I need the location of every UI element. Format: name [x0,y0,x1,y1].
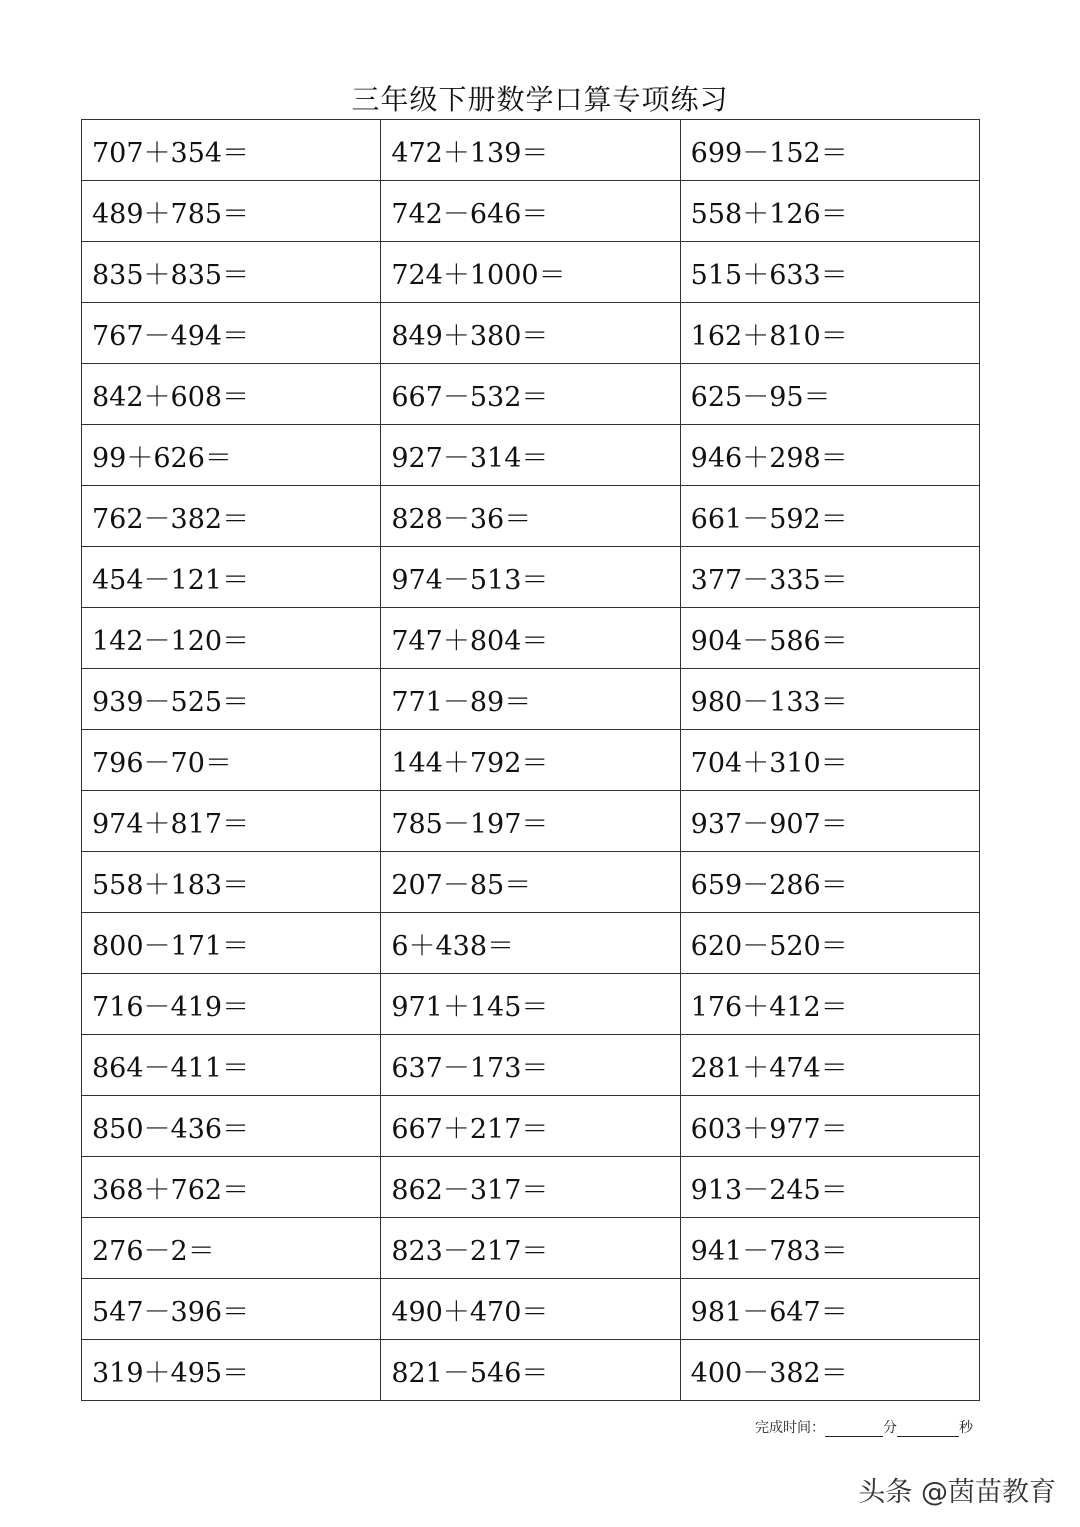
problem-cell: 667＋217＝ [381,1096,680,1157]
problem-cell: 939－525＝ [82,669,381,730]
problem-cell: 319＋495＝ [82,1340,381,1401]
problem-cell: 6＋438＝ [381,913,680,974]
problem-cell: 281＋474＝ [680,1035,979,1096]
problem-cell: 981－647＝ [680,1279,979,1340]
problem-cell: 724＋1000＝ [381,242,680,303]
problem-cell: 823－217＝ [381,1218,680,1279]
problem-cell: 489＋785＝ [82,181,381,242]
problem-cell: 937－907＝ [680,791,979,852]
seconds-unit: 秒 [959,1420,973,1436]
problem-cell: 862－317＝ [381,1157,680,1218]
problem-cell: 547－396＝ [82,1279,381,1340]
problem-cell: 699－152＝ [680,120,979,181]
problem-cell: 661－592＝ [680,486,979,547]
problem-cell: 971＋145＝ [381,974,680,1035]
table-row [82,1157,980,1218]
problem-cell: 162＋810＝ [680,303,979,364]
problem-cell: 821－546＝ [381,1340,680,1401]
problem-cell: 762－382＝ [82,486,381,547]
problem-cell: 946＋298＝ [680,425,979,486]
completion-time-label: 完成时间： [755,1420,825,1436]
table-row [82,669,980,730]
problem-cell: 800－171＝ [82,913,381,974]
problem-cell: 941－783＝ [680,1218,979,1279]
problem-cell: 472＋139＝ [381,120,680,181]
table-row [82,730,980,791]
problem-cell: 927－314＝ [381,425,680,486]
problem-cell: 716－419＝ [82,974,381,1035]
problem-cell: 771－89＝ [381,669,680,730]
problem-cell: 980－133＝ [680,669,979,730]
problem-cell: 704＋310＝ [680,730,979,791]
problem-cell: 558＋183＝ [82,852,381,913]
table-row [82,791,980,852]
completion-time [755,1417,973,1437]
problem-cell: 796－70＝ [82,730,381,791]
problem-cell: 144＋792＝ [381,730,680,791]
problem-cell: 785－197＝ [381,791,680,852]
table-row [82,608,980,669]
table-row [82,486,980,547]
minutes-blank[interactable] [825,1424,883,1437]
problem-cell: 659－286＝ [680,852,979,913]
table-row [82,425,980,486]
problem-cell: 974－513＝ [381,547,680,608]
problem-cell: 625－95＝ [680,364,979,425]
table-row [82,303,980,364]
problem-cell: 207－85＝ [381,852,680,913]
problem-cell: 742－646＝ [381,181,680,242]
problem-cell: 637－173＝ [381,1035,680,1096]
problem-cell: 835＋835＝ [82,242,381,303]
problem-cell: 400－382＝ [680,1340,979,1401]
table-row [82,852,980,913]
problem-cell: 850－436＝ [82,1096,381,1157]
minutes-unit: 分 [883,1420,897,1436]
table-row [82,974,980,1035]
problem-cell: 904－586＝ [680,608,979,669]
watermark: 头条 @茵苗教育 [858,1477,1056,1508]
problem-cell: 864－411＝ [82,1035,381,1096]
table-row [82,364,980,425]
problem-cell: 368＋762＝ [82,1157,381,1218]
seconds-blank[interactable] [897,1424,959,1437]
problem-cell: 454－121＝ [82,547,381,608]
problem-cell: 767－494＝ [82,303,381,364]
exercise-table-body [82,120,980,1401]
problem-cell: 842＋608＝ [82,364,381,425]
problem-cell: 620－520＝ [680,913,979,974]
table-row [82,1035,980,1096]
table-row [82,1340,980,1401]
problem-cell: 377－335＝ [680,547,979,608]
problem-cell: 667－532＝ [381,364,680,425]
problem-cell: 276－2＝ [82,1218,381,1279]
problem-cell: 490＋470＝ [381,1279,680,1340]
problem-cell: 176＋412＝ [680,974,979,1035]
table-row [82,181,980,242]
problem-cell: 974＋817＝ [82,791,381,852]
problem-cell: 558＋126＝ [680,181,979,242]
problem-cell: 142－120＝ [82,608,381,669]
table-row [82,1096,980,1157]
problem-cell: 828－36＝ [381,486,680,547]
problem-cell: 707＋354＝ [82,120,381,181]
problem-cell: 99＋626＝ [82,425,381,486]
page-title: 三年级下册数学口算专项练习 [351,83,729,116]
table-row [82,1279,980,1340]
table-row [82,242,980,303]
table-row [82,1218,980,1279]
problem-cell: 913－245＝ [680,1157,979,1218]
problem-cell: 603＋977＝ [680,1096,979,1157]
table-row [82,547,980,608]
table-row [82,913,980,974]
exercise-table [81,119,980,1401]
table-row [82,120,980,181]
problem-cell: 747＋804＝ [381,608,680,669]
problem-cell: 515＋633＝ [680,242,979,303]
problem-cell: 849＋380＝ [381,303,680,364]
